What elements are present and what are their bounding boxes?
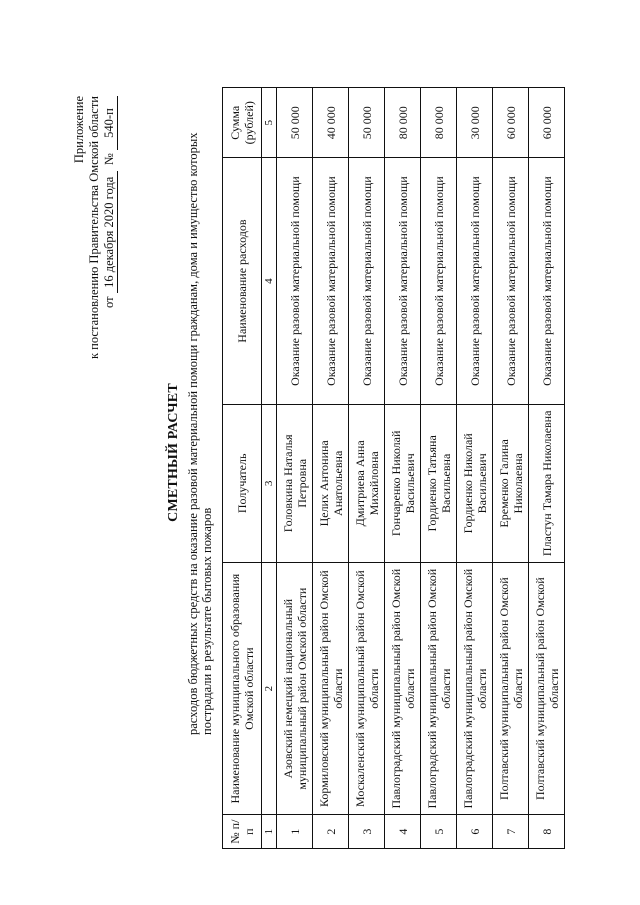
table-column-numbers-row [262, 88, 277, 849]
recipient-cell: Гордиенко Николай Васильевич [457, 404, 493, 562]
amount-cell: 50 000 [277, 88, 313, 159]
row-number-cell: 8 [529, 815, 565, 849]
row-number-cell: 6 [457, 815, 493, 849]
appendix-date: 16 декабря 2020 года [102, 171, 118, 293]
estimate-table [222, 87, 565, 849]
municipality-cell: Павлоградский муниципальный район Омской области [385, 563, 421, 815]
table-row [493, 88, 529, 849]
document-subtitle: расходов бюджетных средств на оказание разовой материальной помощи гражданам, дома и имущество которых пострадали в результате бытовых пожаров [186, 132, 214, 735]
table-row [421, 88, 457, 849]
column-number-cell: 3 [262, 404, 277, 562]
recipient-cell: Пластун Тамара Николаевна [529, 404, 565, 562]
municipality-cell: Москаленский муниципальный район Омской области [349, 563, 385, 815]
header-cell-amount: Сумма (рублей) [223, 88, 262, 159]
appendix-date-line [102, 96, 118, 308]
row-number-cell: 7 [493, 815, 529, 849]
header-cell-recipient: Получатель [223, 404, 262, 562]
row-number-cell: 1 [277, 815, 313, 849]
row-number-cell: 4 [385, 815, 421, 849]
expense-name-cell: Оказание разовой материальной помощи [421, 158, 457, 404]
table-row [529, 88, 565, 849]
expense-name-cell: Оказание разовой материальной помощи [385, 158, 421, 404]
municipality-cell: Полтавский муниципальный район Омской области [493, 563, 529, 815]
municipality-cell: Павлоградский муниципальный район Омской области [457, 563, 493, 815]
column-number-cell: 2 [262, 563, 277, 815]
column-number-cell: 1 [262, 815, 277, 849]
table-row [349, 88, 385, 849]
amount-cell: 30 000 [457, 88, 493, 159]
expense-name-cell: Оказание разовой материальной помощи [277, 158, 313, 404]
table-row [457, 88, 493, 849]
expense-name-cell: Оказание разовой материальной помощи [349, 158, 385, 404]
row-number-cell: 2 [313, 815, 349, 849]
header-cell-number: № п/п [223, 815, 262, 849]
appendix-block [72, 96, 118, 359]
amount-cell: 80 000 [385, 88, 421, 159]
row-number-cell: 5 [421, 815, 457, 849]
municipality-cell: Азовский немецкий национальный муниципальный район Омской области [277, 563, 313, 815]
amount-cell: 80 000 [421, 88, 457, 159]
appendix-number-label: № [102, 153, 116, 166]
recipient-cell: Гордиенко Татьяна Васильевна [421, 404, 457, 562]
amount-cell: 60 000 [529, 88, 565, 159]
column-number-cell: 5 [262, 88, 277, 159]
municipality-cell: Кормиловский муниципальный район Омской области [313, 563, 349, 815]
column-number-cell: 4 [262, 158, 277, 404]
municipality-cell: Павлоградский муниципальный район Омской области [421, 563, 457, 815]
document-title: СМЕТНЫЙ РАСЧЕТ [166, 383, 181, 522]
municipality-cell: Полтавский муниципальный район Омской области [529, 563, 565, 815]
header-cell-expense-name: Наименование расходов [223, 158, 262, 404]
appendix-from-label: от [102, 296, 116, 308]
expense-name-cell: Оказание разовой материальной помощи [457, 158, 493, 404]
table-header-row [223, 88, 262, 849]
table-row [313, 88, 349, 849]
table-row [277, 88, 313, 849]
recipient-cell: Дмитриева Анна Михайловна [349, 404, 385, 562]
amount-cell: 60 000 [493, 88, 529, 159]
expense-name-cell: Оказание разовой материальной помощи [493, 158, 529, 404]
amount-cell: 40 000 [313, 88, 349, 159]
expense-name-cell: Оказание разовой материальной помощи [529, 158, 565, 404]
expense-name-cell: Оказание разовой материальной помощи [313, 158, 349, 404]
appendix-number: 540-п [102, 96, 118, 150]
table-row [385, 88, 421, 849]
recipient-cell: Еременко Галина Николаевна [493, 404, 529, 562]
recipient-cell: Головкина Наталья Петровна [277, 404, 313, 562]
appendix-label: Приложение [72, 96, 86, 164]
appendix-resolution-line: к постановлению Правительства Омской области [87, 96, 101, 360]
recipient-cell: Целих Антонина Анатольевна [313, 404, 349, 562]
amount-cell: 50 000 [349, 88, 385, 159]
row-number-cell: 3 [349, 815, 385, 849]
recipient-cell: Гончаренко Николай Васильевич [385, 404, 421, 562]
header-cell-municipality: Наименование муниципального образования Омской области [223, 563, 262, 815]
